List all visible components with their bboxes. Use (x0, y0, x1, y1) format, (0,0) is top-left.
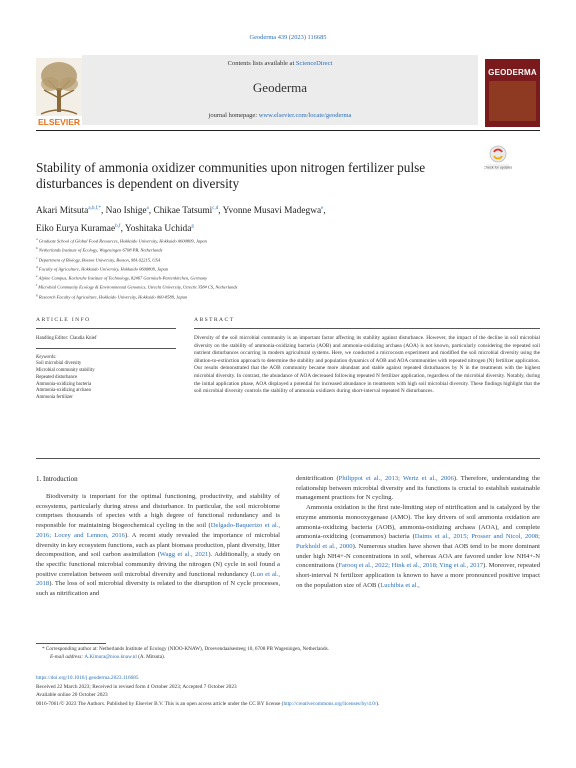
elsevier-wordmark: ELSEVIER (37, 117, 81, 127)
article-title: Stability of ammonia oxidizer communities upon nitrogen fertilizer pulse disturbances is dependent on diversity (36, 160, 426, 191)
affiliation-item (36, 273, 516, 282)
affiliation-mark: c (36, 255, 38, 260)
license-link[interactable]: http://creativecommons.org/licenses/by/4.0/ (283, 700, 377, 707)
author-affiliation-marks[interactable]: a (146, 206, 149, 211)
doi-link[interactable]: https://doi.org/10.1016/j.geoderma.2023.116685 (36, 675, 139, 681)
publication-info (36, 674, 540, 708)
sciencedirect-link[interactable]: ScienceDirect (295, 60, 333, 67)
citation-link[interactable]: Philippot et al., 2013; Wertz et al., 2006 (338, 475, 454, 482)
body-text-run: ). Therefore, understanding the relationship between microbial diversity and its functions is crucial to establish sustainable management practices for N cycling. (296, 475, 540, 502)
body-paragraph (296, 474, 540, 503)
journal-cover (485, 59, 540, 127)
affiliation-item (36, 236, 516, 245)
check-for-updates-icon (484, 144, 512, 172)
body-paragraph (296, 503, 540, 590)
author-name[interactable]: Yvonne Musavi Madegwa (222, 206, 322, 217)
abstract-text: Diversity of the soil microbial community is an important factor affecting its stability against disturbance. However, the impact of the decline in soil microbial diversity on the stability of ammonia-oxidizing bacteria (AOB) and ammonia-oxidizing archaea (AOA) is not known, particularly considering the repeated soil nutrient disturbances occurring in modern agricultural systems. Here, we conducted a microcosm experiment and modified the soil microbial diversity using the dilution-to-extinction approach to determine the stability and population dynamics of AOB and AOA communities with repeated nitrogen (N) fertilizer application. Our results demonstrated that the AOB community became more abundant and stable against repeated disturbances by N in the treatments with the highest microbial diversity. In contrast, the abundance of AOA decreased following repeated N fertilizer application, regardless of the microbial diversity. Notably, during the initial application phase, AOA displayed a potential for increased abundance in treatments with high soil microbial diversity. These findings highlight that the soil microbial diversity controls the stability of ammonia oxidizers during short-interval repeated N disturbances. (194, 335, 540, 395)
check-for-updates-label: Check for updates (484, 165, 512, 170)
available-online-date: Available online 20 October 2023 (36, 692, 108, 699)
keywords-list (36, 361, 176, 401)
body-text-run: denitrification ( (296, 475, 339, 482)
affiliation-mark: f (36, 283, 38, 288)
journal-homepage-link[interactable]: www.elsevier.com/locate/geoderma (258, 112, 352, 119)
cover-artwork (489, 81, 536, 121)
affiliation-item (36, 282, 516, 291)
body-text-run: ). A recent study revealed the importance of microbial diversity in key ecosystem functions, such as plant biomass production, plant diversity, litter decomposition, and soil carbon assimilation ( (36, 531, 280, 559)
article-info-panel (36, 336, 176, 402)
citation-link[interactable]: Delgado-Baquerizo et al., 2016; Locey and Lennon, 2016 (36, 522, 280, 539)
citation-link[interactable]: Daims et al., 2015; Prosser and Nicol, 2008; Purkhold et al., 2000 (296, 533, 540, 550)
body-paragraph (36, 492, 280, 599)
keyword: Soil microbial diversity (36, 361, 82, 367)
journal-name: Geoderma (252, 80, 308, 95)
abstract-rule (194, 328, 540, 329)
affiliation-item (36, 292, 516, 301)
author-name[interactable]: Eiko Eurya Kuramae (36, 224, 116, 235)
affiliation-text: Alpine Campus, Karlsruhe Institute of Technology, 82467 Garmisch-Partenkirchen, Germany (38, 275, 208, 281)
abstract-bottom-rule (36, 458, 540, 459)
author-name[interactable]: Yoshitaka Uchida (124, 224, 192, 235)
affiliation-mark: d (36, 264, 38, 269)
keyword: Ammonia-oxidizing archaea (36, 388, 91, 394)
header-rule (36, 130, 540, 131)
affiliation-text: Research Faculty of Agriculture, Hokkaido University, Hokkaido 060-8589, Japan (38, 294, 188, 300)
body-text-run: ). Numerous studies have shown that AOB tend to be more dominant under high NH4+-N concentrations in soil, whereas AOA are favored under low NH4+-N concentrations ( (296, 542, 540, 570)
license-text: 0016-7061/© 2023 The Authors. Published by Elsevier B.V. This is an open access article under the CC BY license ( (36, 700, 284, 707)
affiliation-mark: g (36, 292, 38, 297)
author-affiliation-marks[interactable]: c,d (212, 206, 219, 211)
affiliation-text: Netherlands Institute of Ecology, Wageningen 6708 PB, Netherlands (38, 247, 163, 253)
abstract-heading: ABSTRACT (194, 317, 235, 323)
body-text-run: Biodiversity is important for the optimal functioning, productivity, and stability of ecosystems, particularly during stress and disturbance. In particular, the soil microbiome comprises thousands of species with a high degree of functional redundancy and is responsible for maintaining biogeochemical cycling in the soil ( (36, 493, 280, 530)
keyword: Microbial community stability (36, 368, 95, 374)
article-info-heading: ARTICLE INFO (36, 317, 91, 323)
email-link[interactable]: A.Kimura@nioo.knaw.nl (84, 653, 137, 660)
author-name[interactable]: Nao Ishige (105, 206, 147, 217)
author-affiliation-marks[interactable]: g (191, 224, 194, 230)
citation-link[interactable]: Luo et al., 2018 (36, 570, 280, 588)
handling-editor: Handling Editor: Claudia Knief (36, 336, 97, 341)
affiliation-mark: b (36, 246, 38, 251)
body-text-run: Ammonia oxidation is the first rate-limiting step of nitrification and is catalyzed by the enzyme ammonia monooxygenase (AMO). The key drivers of soil ammonia oxidation are ammonia-oxidizing bacteria (AOB), ammonia-oxidizing archaea (AOA), and complete ammonia-oxidizing (comammox) bacteria ( (296, 504, 540, 541)
keyword: Ammonia fertilizer (36, 394, 73, 400)
citation-link[interactable]: Luchibia et al., (380, 581, 420, 589)
affiliation-list (36, 236, 516, 301)
corresponding-author-footnote (36, 646, 540, 661)
received-dates: Received 22 March 2023; Received in revised form 4 October 2023; Accepted 7 October 2023 (36, 683, 237, 690)
homepage-prefix: journal homepage: (208, 112, 259, 119)
elsevier-logo (36, 58, 82, 128)
body-column-right (296, 474, 540, 590)
affiliation-text: Faculty of Agriculture, Hokkaido University, Hokkaido 0600809, Japan (38, 266, 169, 272)
handling-editor-rule (36, 348, 176, 349)
journal-header (82, 55, 478, 125)
check-for-updates-badge[interactable] (484, 144, 512, 172)
email-line (36, 654, 540, 662)
affiliation-mark: e (36, 274, 38, 279)
email-label: E-mail address: (50, 653, 85, 660)
body-text-run: ). Moreover, repeated short-interval N fertilizer application is known to have a more pronounced positive impact on the population size of AOB ( (296, 562, 540, 589)
license-suffix: ). (376, 700, 380, 707)
affiliation-text: Graduate School of Global Food Resources, Hokkaido University, Hokkaido 0600809, Japan (38, 238, 207, 244)
author-name[interactable]: Chikae Tatsumi (153, 206, 213, 217)
body-text-run: ). Additionally, a study on the specific functional microbial community driving the nitrogen (N) cycle in soil found a positive correlation between soil microbial diversity and functional redundancy ( (36, 551, 280, 578)
author-name[interactable]: Akari Mitsuta (36, 206, 89, 217)
homepage-line (82, 112, 478, 119)
contents-line (82, 60, 478, 67)
journal-reference[interactable]: Geoderma 439 (2023) 116685 (249, 34, 327, 41)
keyword: Repeated disturbance (36, 374, 78, 380)
author-affiliation-marks[interactable]: e (321, 206, 324, 211)
affiliation-mark: a (36, 237, 38, 241)
author-list: Akari Mitsuta$^{a,b,f,*}$, Nao Ishige$^a$, Chikae Tatsumi$^{c,d}$, Yvonne Musavi Madegwa$^e$, Eiko Eurya Kuramae$^{b,f}$, Yoshitaka Uchida$^g$ (36, 206, 326, 235)
body-column-left (36, 492, 280, 599)
affiliation-item (36, 255, 516, 264)
corresponding-author-note: * Corresponding author at: Netherlands Institute of Ecology (NIOO-KNAW), Droevendaalsesteeg 10, 6708 PB Wageningen, Netherlands. (42, 646, 329, 652)
body-text-run: ). The loss of soil microbial diversity is related to the disruption of N cycle processes, such as nitrification and (36, 580, 280, 598)
affiliation-item (36, 245, 516, 254)
license-line (36, 700, 540, 709)
author-affiliation-marks[interactable]: b,f (115, 224, 121, 230)
keyword: Ammonia-oxidizing bacteria (36, 381, 92, 387)
email-suffix: (A. Mitsuta). (136, 653, 166, 660)
citation-link[interactable]: Farooq et al., 2022; Hink et al., 2018; Ying et al., 2017 (338, 562, 484, 570)
keywords-label: Keywords: (36, 354, 57, 360)
section-heading-introduction: 1. Introduction (36, 475, 78, 483)
citation-link[interactable]: Wagg et al., 2021 (159, 551, 209, 559)
affiliation-text: Department of Biology, Boston University, Boston, MA 02215, USA (38, 257, 161, 263)
affiliation-item (36, 264, 516, 273)
author-affiliation-marks[interactable]: a,b,f,* (88, 206, 101, 211)
article-info-rule (36, 328, 176, 329)
footnote-rule (36, 643, 106, 644)
affiliation-text: Microbial Community Ecology & Environmental Genomics, Utrecht University, Utrecht 3584 CS, Netherlands (38, 284, 238, 290)
contents-prefix: Contents lists available at (227, 60, 296, 67)
cover-title: GEODERMA (488, 68, 537, 77)
